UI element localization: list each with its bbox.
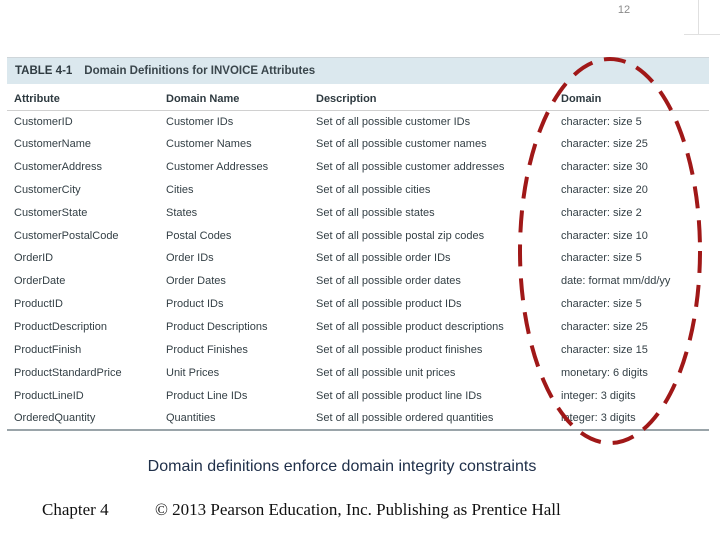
table-row <box>7 293 709 316</box>
domain-cell: monetary: 6 digits <box>561 366 648 379</box>
table-row <box>7 133 709 156</box>
header-domain: Domain <box>554 88 709 110</box>
domain-name-cell: Postal Codes <box>166 229 232 242</box>
attribute-cell: OrderDate <box>14 275 66 288</box>
slide-caption: Domain definitions enforce domain integrity constraints <box>147 458 537 475</box>
description-cell: Set of all possible customer addresses <box>316 161 505 174</box>
attribute-cell: ProductFinish <box>14 343 82 356</box>
table-header-row <box>7 88 709 110</box>
domain-cell: character: size 30 <box>561 161 648 174</box>
footer-chapter: Chapter 4 <box>42 500 109 519</box>
description-cell: Set of all possible unit prices <box>316 366 456 379</box>
attribute-cell: CustomerAddress <box>14 161 103 174</box>
table-label: TABLE 4-1 <box>15 65 73 77</box>
table-row <box>7 270 709 293</box>
attribute-cell: ProductID <box>14 298 63 311</box>
attribute-cell: CustomerPostalCode <box>14 229 119 242</box>
table-row <box>7 407 709 430</box>
corner-rule-horizontal <box>684 34 720 35</box>
domain-cell: character: size 20 <box>561 183 648 196</box>
description-cell: Set of all possible order dates <box>316 275 461 288</box>
domain-name-cell: Product Finishes <box>166 343 248 356</box>
attribute-cell: OrderedQuantity <box>14 412 96 425</box>
domain-name-cell: Customer IDs <box>166 115 234 128</box>
table-title: Domain Definitions for INVOICE Attributes <box>84 65 316 77</box>
table-row <box>7 247 709 270</box>
description-cell: Set of all possible product line IDs <box>316 389 482 402</box>
description-cell: Set of all possible cities <box>316 183 431 196</box>
domain-name-cell: Product Line IDs <box>166 389 248 402</box>
description-cell: Set of all possible customer IDs <box>316 115 471 128</box>
domain-definitions-table <box>7 88 709 430</box>
attribute-cell: ProductLineID <box>14 389 84 402</box>
table-row <box>7 156 709 179</box>
description-cell: Set of all possible product IDs <box>316 298 462 311</box>
domain-cell: integer: 3 digits <box>561 412 636 425</box>
attribute-cell: CustomerID <box>14 115 73 128</box>
description-cell: Set of all possible postal zip codes <box>316 229 485 242</box>
domain-cell: character: size 2 <box>561 206 642 219</box>
domain-cell: character: size 5 <box>561 252 642 265</box>
corner-rule-vertical <box>698 0 699 34</box>
domain-name-cell: Quantities <box>166 412 216 425</box>
domain-cell: character: size 25 <box>561 138 648 151</box>
domain-definitions-table-figure <box>7 57 709 431</box>
header-domain-name: Domain Name <box>159 88 309 110</box>
description-cell: Set of all possible states <box>316 206 435 219</box>
attribute-cell: CustomerName <box>14 138 92 151</box>
page-number: 12 <box>617 4 631 16</box>
domain-cell: date: format mm/dd/yy <box>561 275 671 288</box>
table-row <box>7 316 709 339</box>
table-row <box>7 361 709 384</box>
domain-name-cell: Order IDs <box>166 252 214 265</box>
table-row <box>7 179 709 202</box>
description-cell: Set of all possible product descriptions <box>316 321 504 334</box>
description-cell: Set of all possible customer names <box>316 138 487 151</box>
table-row <box>7 338 709 361</box>
domain-name-cell: Customer Addresses <box>166 161 269 174</box>
table-row <box>7 224 709 247</box>
table-body <box>7 110 709 430</box>
domain-cell: character: size 10 <box>561 229 648 242</box>
attribute-cell: CustomerCity <box>14 183 81 196</box>
header-description: Description <box>309 88 554 110</box>
domain-cell: character: size 5 <box>561 298 642 311</box>
attribute-cell: CustomerState <box>14 206 88 219</box>
table-caption <box>7 58 709 84</box>
attribute-cell: ProductDescription <box>14 321 107 334</box>
description-cell: Set of all possible order IDs <box>316 252 451 265</box>
domain-name-cell: Product Descriptions <box>166 321 268 334</box>
footer-copyright: © 2013 Pearson Education, Inc. Publishing as Prentice Hall <box>155 500 561 519</box>
attribute-cell: ProductStandardPrice <box>14 366 122 379</box>
description-cell: Set of all possible product finishes <box>316 343 483 356</box>
header-attribute: Attribute <box>7 88 159 110</box>
domain-cell: character: size 25 <box>561 321 648 334</box>
description-cell: Set of all possible ordered quantities <box>316 412 494 425</box>
domain-name-cell: Product IDs <box>166 298 224 311</box>
domain-cell: character: size 5 <box>561 115 642 128</box>
domain-name-cell: States <box>166 206 198 219</box>
attribute-cell: OrderID <box>14 252 54 265</box>
table-row <box>7 110 709 133</box>
domain-name-cell: Unit Prices <box>166 366 220 379</box>
table-row <box>7 384 709 407</box>
table-row <box>7 201 709 224</box>
domain-cell: character: size 15 <box>561 343 648 356</box>
domain-cell: integer: 3 digits <box>561 389 636 402</box>
domain-name-cell: Customer Names <box>166 138 252 151</box>
domain-name-cell: Cities <box>166 183 194 196</box>
domain-name-cell: Order Dates <box>166 275 226 288</box>
